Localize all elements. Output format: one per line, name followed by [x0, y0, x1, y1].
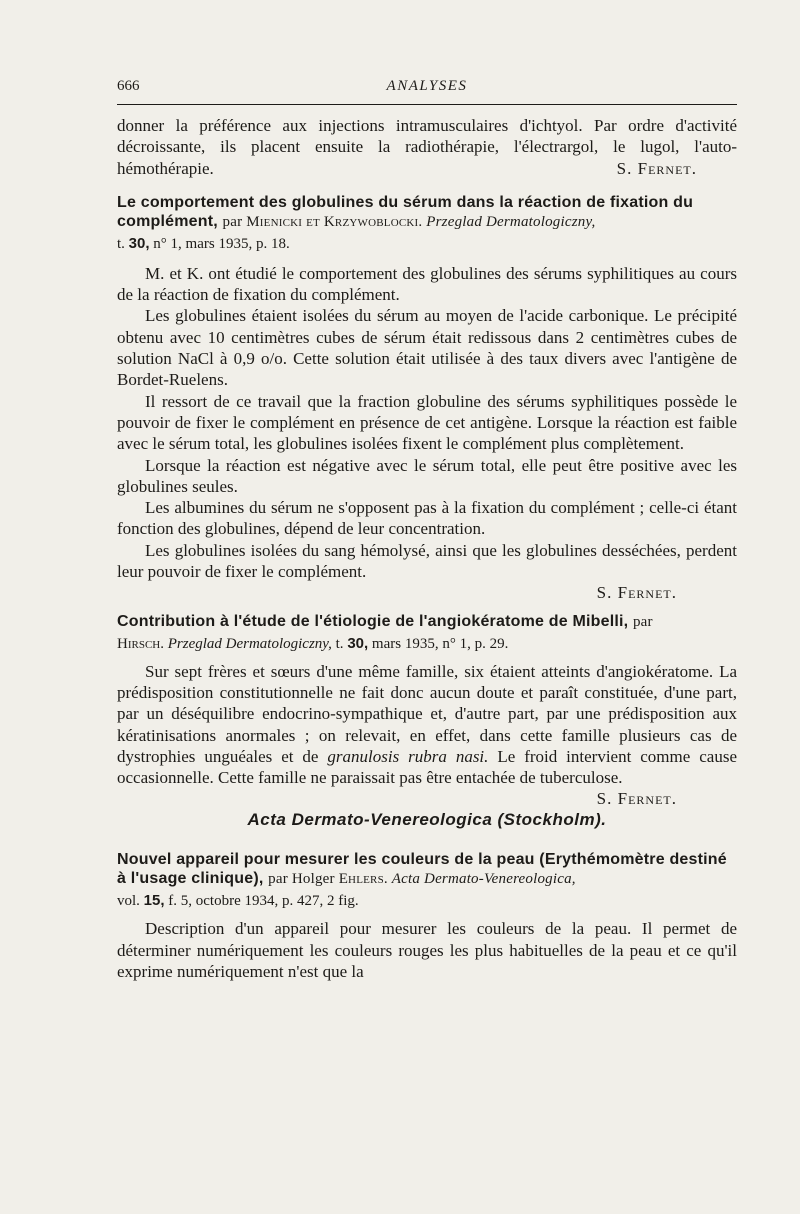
article-3-citation — [117, 890, 737, 912]
article-2-title-text: Contribution à l'étude de l'étiologie de l'angiokératome de Mibelli, — [117, 612, 629, 630]
article-2-authors: Hirsch. — [117, 635, 164, 652]
article-3-title-text: Nouvel appareil pour mesurer les couleurs de la peau (Erythémomètre destiné à l'usage clinique), — [117, 851, 727, 888]
article-1-issue: n° 1, mars 1935, p. 18. — [153, 235, 290, 252]
article-2-text-a: Sur sept frères et sœurs d'une même famille, six étaient atteints d'angiokératome. La prédisposition constitutionnelle ne fait donc aucun doute et paraît constituée, d'une part, par un déséquilibre endocrino-sympathique et, d'autre part, par une prédisposition aux kératinisations anormales ; on relevait, en effet, dans cette famille plusieurs cas de dystrophies unguéales et de — [117, 661, 737, 766]
article-2-journal: Przeglad Dermatologiczny, — [167, 635, 332, 652]
article-1-para-3: Il ressort de ce travail que la fraction globuline des sérums syphilitiques possède le pouvoir de fixer le complément en présence de cet antigène. Lorsque la réaction est faible avec le sérum total, les globulines isolées fixent le complément plus complètement. — [117, 391, 737, 454]
article-3-authors: Ehlers. — [338, 871, 388, 888]
article-3-vol-prefix: vol. — [117, 893, 140, 910]
article-1-journal: Przeglad Dermatologiczny, — [426, 213, 596, 230]
article-2 — [117, 612, 737, 809]
intro-text: donner la préférence aux injections intramusculaires d'ichtyol. Par ordre d'activité décroissante, ils placent ensuite la radiothérapie, l'électrargol, le lugol, l'auto-hémothérapie. — [117, 116, 737, 178]
article-1-signature-line — [117, 582, 737, 603]
article-1 — [117, 193, 737, 604]
article-2-italic-term: granulosis rubra nasi. — [327, 746, 489, 766]
article-2-title — [117, 612, 737, 633]
running-title: ANALYSES — [386, 78, 468, 94]
article-3-by: par Holger — [268, 871, 335, 888]
article-1-signature: S. Fernet. — [596, 583, 677, 603]
article-1-para-5: Les albumines du sérum ne s'opposent pas à la fixation du complément ; celle-ci étant fonction des globulines, dépend de leur concentration. — [117, 498, 737, 539]
article-3-volume: 15, — [143, 892, 165, 910]
running-header — [117, 78, 737, 104]
article-2-signature: S. Fernet. — [596, 789, 677, 809]
section-heading: Acta Dermato-Venereologica (Stockholm). — [247, 810, 607, 830]
article-3-journal: Acta Dermato-Venereologica, — [391, 871, 576, 888]
article-2-text-b: Le froid intervient comme cause occasionnelle. Cette famille ne paraissait pas être entachée de tuberculose. — [117, 746, 737, 788]
intro-signature: S. Fernet. — [616, 158, 697, 178]
article-1-vol-prefix: t. — [117, 235, 125, 252]
article-1-para-6: Les globulines isolées du sang hémolysé, ainsi que les globulines desséchées, perdent leur pouvoir de fixer le complément. — [117, 540, 737, 582]
article-2-issue: mars 1935, n° 1, p. 29. — [371, 635, 509, 652]
article-1-title-text: Le comportement des globulines du sérum dans la réaction de fixation du complément, — [117, 193, 694, 230]
article-3-title — [117, 850, 737, 890]
article-1-para-1: M. et K. ont étudié le comportement des globulines des sérums syphilitiques au cours de la réaction de fixation du complément. — [117, 263, 737, 305]
article-1-para-2: Les globulines étaient isolées du sérum au moyen de l'acide carbonique. Le précipité obtenu avec 10 centimètres cubes de sérum était redissous dans 2 centimètres cubes de solution NaCl à 0,9 o/o. Cette solution était utilisée à des taux divers avec l'antigène de Bordet-Ruelens. — [117, 306, 737, 390]
article-3-issue: f. 5, octobre 1934, p. 427, 2 fig. — [168, 893, 359, 910]
article-2-by: par — [632, 613, 653, 630]
intro-paragraph — [117, 115, 737, 179]
article-1-para-4: Lorsque la réaction est négative avec le sérum total, elle peut être positive avec les globulines seules. — [117, 455, 737, 496]
article-1-title — [117, 193, 737, 233]
article-3-para-1: Description d'un appareil pour mesurer les couleurs de la peau. Il permet de déterminer numériquement les couleurs rouges les plus habituelles de la peau et ce qu'il exprime numériquement n'est que la — [117, 919, 737, 982]
article-2-vol-prefix: t. — [335, 635, 344, 652]
page-number: 666 — [117, 78, 140, 94]
article-2-volume: 30, — [347, 634, 369, 652]
article-1-by: par — [222, 213, 243, 230]
article-1-authors: Mienicki et Krzywoblocki. — [246, 213, 423, 230]
article-1-citation — [117, 233, 737, 255]
article-2-citation — [117, 633, 737, 655]
article-3 — [117, 850, 737, 982]
journal-page — [117, 78, 737, 982]
article-2-para-1 — [117, 661, 737, 809]
article-1-volume: 30, — [128, 234, 150, 252]
header-rule — [117, 104, 737, 105]
